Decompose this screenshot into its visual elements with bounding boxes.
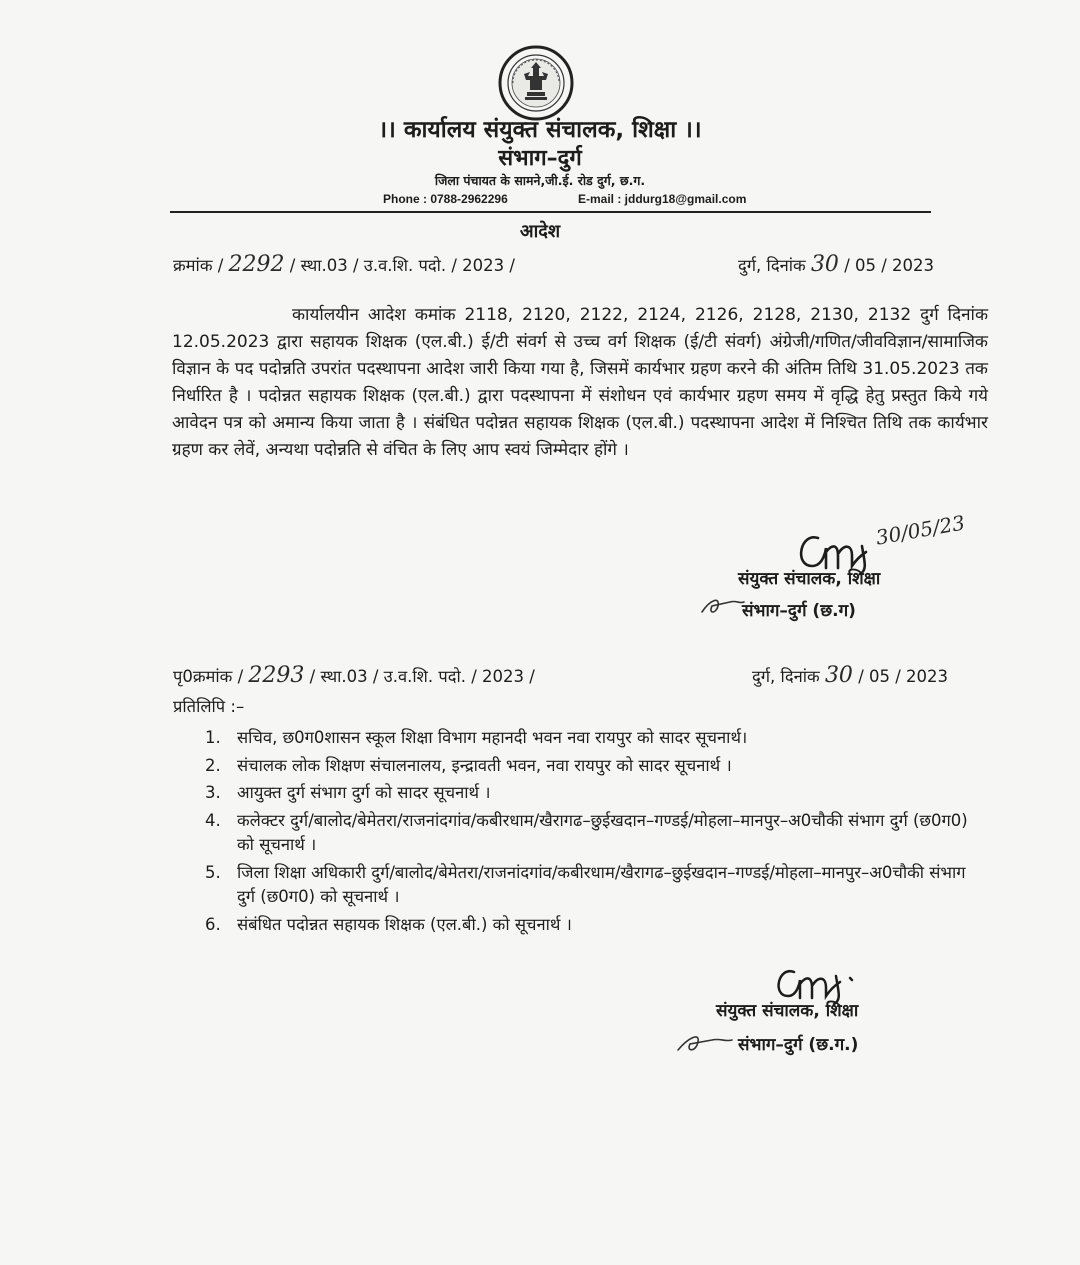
list-item [205, 726, 985, 751]
office-address: जिला पंचायत के सामने,जी.ई. रोड दुर्ग, छ.ग. [434, 173, 646, 188]
list-item-text: आयुक्त दुर्ग संभाग दुर्ग को सादर सूचनार्थ । [237, 783, 491, 802]
list-item [205, 754, 985, 779]
header-divider [170, 211, 931, 213]
copy-label: प्रतिलिपि :– [173, 697, 245, 716]
endorsement-date [752, 663, 948, 688]
list-item [205, 913, 985, 938]
list-item-text: जिला शिक्षा अधिकारी दुर्ग/बालोद/बेमेतरा/राजनांदगांव/कबीरधाम/खैरागढ–छुईखदान–गण्डई/मोहला–मानपुर–अ0चौकी संभाग दुर्ग (छ0ग0) को सूचनार्थ । [237, 862, 966, 906]
list-item [205, 781, 985, 806]
order-date [738, 252, 934, 277]
endorsement-reference [173, 663, 535, 688]
list-item-number: 6. [205, 914, 221, 934]
office-division: संभाग–दुर्ग [498, 146, 582, 171]
list-item-number: 1. [205, 728, 221, 747]
list-item-text: संचालक लोक शिक्षण संचालनालय, इन्द्रावती भवन, नवा रायपुर को सादर सूचनार्थ । [237, 755, 732, 775]
list-item-text: सचिव, छ0ग0शासन स्कूल शिक्षा विभाग महानदी भवन नवा रायपुर को सादर सूचनार्थ। [237, 728, 748, 747]
list-item-text: संबंधित पदोन्नत सहायक शिक्षक (एल.बी.) को सूचनार्थ । [237, 914, 572, 934]
endorsement-date-prefix: दुर्ग, दिनांक [752, 667, 820, 686]
order-reference [173, 252, 515, 277]
list-item [205, 809, 985, 858]
order-body-text: कार्यालयीन आदेश कमांक 2118, 2120, 2122, 2124, 2126, 2128, 2130, 2132 दुर्ग दिनांक 12.05.2023 द्वारा सहायक शिक्षक (एल.बी.) ई/टी संवर्ग से उच्च वर्ग शिक्षक (ई/टी संवर्ग) अंग्रेजी/गणित/जीवविज्ञान/सामाजिक विज्ञान के पद पदोन्नति उपरांत पदस्थापना आदेश जारी किया गया है, जिसमें कार्यभार ग्रहण करने की अंतिम तिथि 31.05.2023 तक निर्धारित है । पदोन्नत सहायक शिक्षक (एल.बी.) द्वारा पदस्थापना में संशोधन एवं कार्यभार ग्रहण समय में वृद्धि हेतु प्रस्तुत किये गये आवेदन पत्र को अमान्य किया जाता है । संबंधित पदोन्नत सहायक शिक्षक (एल.बी.) पदस्थापना आदेश में निश्चित तिथि तक कार्यभार ग्रहण कर लेवें, अन्यथा पदोन्नति से वंचित के लिए आप स्वयं जिम्मेदार होंगे । [172, 305, 988, 460]
order-ref-suffix: / स्था.03 / उ.व.शि. पदो. / 2023 / [289, 256, 515, 275]
list-item-number: 3. [205, 783, 221, 802]
office-email: E-mail : jddurg18@gmail.com [578, 192, 747, 206]
order-body [172, 302, 988, 464]
order-signatory-division: संभाग–दुर्ग (छ.ग) [742, 601, 856, 621]
office-phone: Phone : 0788-2962296 [383, 192, 508, 206]
order-signatory-title: संयुक्त संचालक, शिक्षा [738, 569, 881, 589]
office-title: ।। कार्यालय संयुक्त संचालक, शिक्षा ।। [378, 117, 702, 143]
initial-mark [676, 1030, 736, 1054]
endorsement-signatory-title: संयुक्त संचालक, शिक्षा [716, 1001, 859, 1021]
list-item-number: 5. [205, 862, 221, 882]
list-item [205, 861, 985, 910]
state-emblem-icon [497, 44, 575, 122]
order-ref-number: 2292 [228, 252, 285, 277]
endorsement-ref-suffix: / स्था.03 / उ.व.शि. पदो. / 2023 / [309, 667, 535, 686]
order-date-suffix: / 05 / 2023 [844, 256, 935, 275]
endorsement-signatory-division: संभाग–दुर्ग (छ.ग.) [738, 1035, 859, 1055]
list-item-text: कलेक्टर दुर्ग/बालोद/बेमेतरा/राजनांदगांव/कबीरधाम/खैरागढ–छुईखदान–गण्डई/मोहला–मानपुर–अ0चौकी संभाग दुर्ग (छ0ग0) को सूचनार्थ । [237, 810, 968, 854]
endorsement-date-suffix: / 05 / 2023 [858, 667, 949, 686]
signature-date: 30/05/23 [874, 510, 967, 550]
list-item-number: 4. [205, 810, 221, 830]
list-item-number: 2. [205, 755, 221, 775]
order-ref-prefix: क्रमांक / [173, 256, 224, 275]
endorsement-ref-number: 2293 [248, 663, 305, 688]
recipient-list [205, 726, 985, 940]
order-title: आदेश [519, 221, 561, 242]
order-date-prefix: दुर्ग, दिनांक [738, 256, 806, 275]
endorsement-ref-prefix: पृ0क्रमांक / [173, 667, 244, 686]
order-date-day: 30 [810, 252, 839, 277]
endorsement-date-day: 30 [824, 663, 853, 688]
